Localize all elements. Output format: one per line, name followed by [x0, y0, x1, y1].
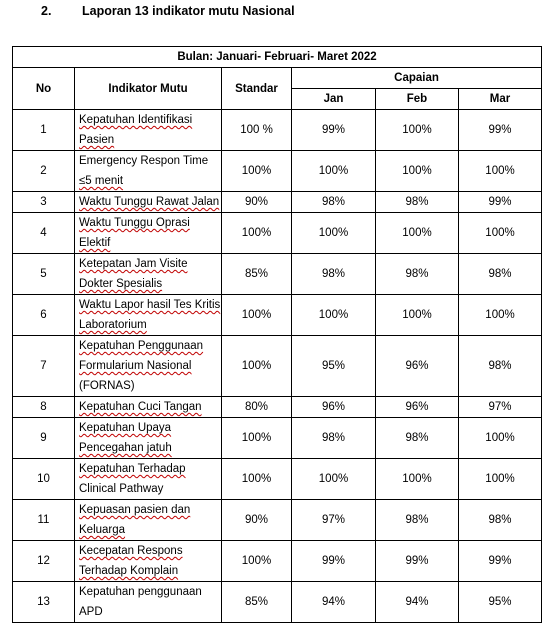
cell-feb: 100%	[376, 295, 459, 336]
cell-mar: 100%	[459, 213, 542, 254]
indicator-line: Clinical Pathway	[79, 483, 164, 495]
indicator-line: APD	[79, 606, 103, 618]
cell-standard: 100 %	[222, 110, 292, 151]
table-row	[13, 500, 542, 541]
cell-standard: 100%	[222, 459, 292, 500]
indicator-line: Laboratorium	[79, 319, 147, 331]
cell-feb: 98%	[376, 192, 459, 213]
cell-no: 9	[13, 418, 75, 459]
cell-jan: 95%	[292, 336, 376, 397]
cell-jan: 98%	[292, 254, 376, 295]
indicator-line: Dokter Spesialis	[79, 278, 163, 290]
col-header-achievement: Capaian	[292, 68, 542, 89]
cell-feb: 99%	[376, 541, 459, 582]
table-row	[13, 213, 542, 254]
cell-indicator	[75, 418, 222, 459]
table-row	[13, 459, 542, 500]
table-row	[13, 192, 542, 213]
table-row	[13, 418, 542, 459]
cell-mar: 98%	[459, 500, 542, 541]
cell-mar: 97%	[459, 397, 542, 418]
cell-feb: 100%	[376, 459, 459, 500]
cell-jan: 100%	[292, 151, 376, 192]
cell-no: 1	[13, 110, 75, 151]
table-row	[13, 582, 542, 623]
cell-jan: 98%	[292, 192, 376, 213]
cell-no: 8	[13, 397, 75, 418]
heading-number: 2.	[41, 4, 52, 18]
cell-indicator	[75, 295, 222, 336]
cell-jan: 100%	[292, 459, 376, 500]
indicator-line: Pasien	[79, 134, 115, 146]
indicator-line: Terhadap Komplain	[79, 565, 179, 577]
cell-feb: 98%	[376, 500, 459, 541]
indicator-line: Waktu Lapor hasil Tes Kritis	[79, 299, 221, 311]
cell-indicator	[75, 254, 222, 295]
indicator-line: Keluarga	[79, 524, 126, 536]
cell-standard: 90%	[222, 192, 292, 213]
cell-jan: 99%	[292, 110, 376, 151]
indicator-line: Kecepatan Respons	[79, 545, 183, 557]
cell-no: 7	[13, 336, 75, 397]
cell-no: 12	[13, 541, 75, 582]
col-header-mar: Mar	[459, 89, 542, 110]
table-row	[13, 397, 542, 418]
cell-mar: 98%	[459, 254, 542, 295]
cell-standard: 100%	[222, 295, 292, 336]
col-header-jan: Jan	[292, 89, 376, 110]
cell-indicator	[75, 500, 222, 541]
col-header-no: No	[13, 68, 75, 110]
cell-feb: 100%	[376, 213, 459, 254]
cell-mar: 99%	[459, 541, 542, 582]
cell-standard: 100%	[222, 418, 292, 459]
indicator-line: Formularium Nasional	[79, 360, 192, 372]
cell-no: 6	[13, 295, 75, 336]
cell-feb: 94%	[376, 582, 459, 623]
cell-no: 2	[13, 151, 75, 192]
cell-feb: 98%	[376, 254, 459, 295]
cell-jan: 99%	[292, 541, 376, 582]
indicator-table	[12, 46, 542, 623]
indicator-line: Pencegahan jatuh	[79, 442, 172, 454]
cell-standard: 85%	[222, 582, 292, 623]
cell-standard: 90%	[222, 500, 292, 541]
period-header: Bulan: Januari- Februari- Maret 2022	[13, 47, 542, 68]
cell-indicator	[75, 151, 222, 192]
cell-standard: 100%	[222, 213, 292, 254]
heading-title: Laporan 13 indikator mutu Nasional	[82, 4, 295, 18]
col-header-indicator: Indikator Mutu	[75, 68, 222, 110]
indicator-line: Elektif	[79, 237, 111, 249]
col-header-standard: Standar	[222, 68, 292, 110]
cell-standard: 80%	[222, 397, 292, 418]
cell-indicator	[75, 397, 222, 418]
indicator-line: Kepuasan pasien dan	[79, 504, 191, 516]
cell-indicator	[75, 213, 222, 254]
table-row	[13, 254, 542, 295]
cell-standard: 100%	[222, 336, 292, 397]
cell-mar: 99%	[459, 110, 542, 151]
cell-indicator	[75, 459, 222, 500]
indicator-line: Kepatuhan Terhadap	[79, 463, 186, 475]
cell-feb: 96%	[376, 397, 459, 418]
cell-mar: 98%	[459, 336, 542, 397]
cell-indicator	[75, 541, 222, 582]
cell-standard: 100%	[222, 151, 292, 192]
indicator-line: (FORNAS)	[79, 380, 135, 392]
cell-indicator	[75, 336, 222, 397]
cell-no: 11	[13, 500, 75, 541]
cell-no: 5	[13, 254, 75, 295]
cell-jan: 97%	[292, 500, 376, 541]
cell-mar: 100%	[459, 295, 542, 336]
cell-jan: 96%	[292, 397, 376, 418]
cell-indicator	[75, 192, 222, 213]
indicator-line: ≤5 menit	[79, 175, 124, 187]
report-heading	[41, 4, 295, 18]
indicator-line: Waktu Tunggu Rawat Jalan	[79, 196, 220, 208]
indicator-line: Kepatuhan Cuci Tangan	[79, 401, 202, 413]
col-header-feb: Feb	[376, 89, 459, 110]
cell-jan: 98%	[292, 418, 376, 459]
table-row	[13, 151, 542, 192]
cell-mar: 95%	[459, 582, 542, 623]
cell-mar: 100%	[459, 459, 542, 500]
cell-mar: 99%	[459, 192, 542, 213]
cell-jan: 100%	[292, 213, 376, 254]
cell-feb: 100%	[376, 110, 459, 151]
indicator-line: Kepatuhan Identifikasi	[79, 114, 193, 126]
indicator-line: Waktu Tunggu Oprasi	[79, 217, 190, 229]
indicator-line: Kepatuhan Penggunaan	[79, 340, 204, 352]
cell-standard: 100%	[222, 541, 292, 582]
cell-feb: 98%	[376, 418, 459, 459]
table-row	[13, 336, 542, 397]
cell-no: 10	[13, 459, 75, 500]
indicator-line: Kepatuhan Upaya	[79, 422, 172, 434]
cell-no: 3	[13, 192, 75, 213]
cell-indicator	[75, 110, 222, 151]
table-row	[13, 110, 542, 151]
table-row	[13, 295, 542, 336]
cell-indicator	[75, 582, 222, 623]
cell-feb: 100%	[376, 151, 459, 192]
cell-standard: 85%	[222, 254, 292, 295]
cell-mar: 100%	[459, 418, 542, 459]
cell-jan: 100%	[292, 295, 376, 336]
indicator-line: Emergency Respon Time	[79, 155, 209, 167]
indicator-line: Kepatuhan penggunaan	[79, 586, 202, 598]
indicator-line: Ketepatan Jam Visite	[79, 258, 188, 270]
cell-jan: 94%	[292, 582, 376, 623]
cell-no: 13	[13, 582, 75, 623]
table-row	[13, 541, 542, 582]
cell-mar: 100%	[459, 151, 542, 192]
cell-no: 4	[13, 213, 75, 254]
cell-feb: 96%	[376, 336, 459, 397]
